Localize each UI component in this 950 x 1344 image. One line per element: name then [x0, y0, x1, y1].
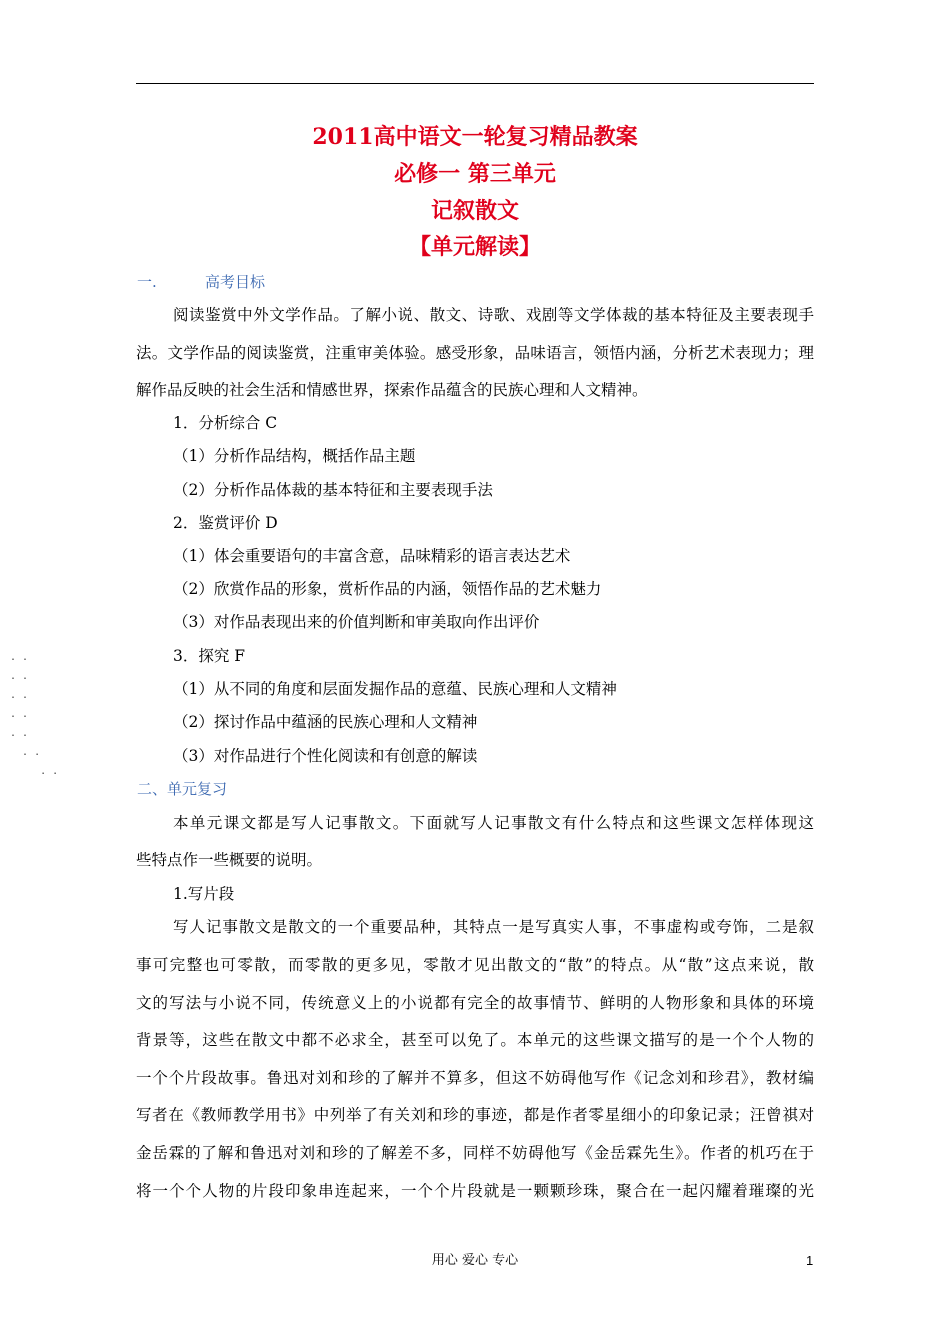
- document-subtitle: 必修一 第三单元: [394, 161, 556, 187]
- margin-mark: . .: [10, 766, 59, 777]
- body-line: 金岳霖的了解和鲁迅对刘和珍的了解差不多，同样不妨碍他写《金岳霖先生》。作者的机巧在于: [136, 1144, 814, 1162]
- section1-title: 高考目标: [205, 273, 266, 291]
- document-topic: 记叙散文: [430, 198, 519, 224]
- list-item: 1．分析综合 C: [173, 414, 278, 432]
- margin-mark: . .: [10, 671, 29, 682]
- body-line: 事可完整也可零散，而零散的更多见，零散才见出散文的“散”的特点。从“散”这点来说，散: [136, 956, 814, 974]
- page-number: 1: [806, 1253, 814, 1268]
- section-banner: 【单元解读】: [408, 234, 541, 260]
- section1-intro-line: 阅读鉴赏中外文学作品。了解小说、散文、诗歌、戏剧等文学体裁的基本特征及主要表现手: [173, 306, 814, 324]
- body-line: 写人记事散文是散文的一个重要品种，其特点一是写真实人事，不事虚构或夸饰，二是叙: [173, 918, 814, 936]
- margin-marks: [10, 648, 58, 781]
- margin-mark: . .: [10, 747, 41, 758]
- margin-mark: . .: [10, 709, 29, 720]
- list-item: （3）对作品表现出来的价值判断和审美取向作出评价: [173, 613, 540, 631]
- list-item: 2．鉴赏评价 D: [173, 514, 278, 532]
- body-line: 一个个片段故事。鲁迅对刘和珍的了解并不算多，但这不妨碍他写作《记念刘和珍君》，教材编: [136, 1069, 814, 1087]
- list-item: （2）分析作品体裁的基本特征和主要表现手法: [173, 481, 493, 499]
- list-item: （1）从不同的角度和层面发掘作品的意蕴、民族心理和人文精神: [173, 680, 617, 698]
- section1-intro-line: 解作品反映的社会生活和情感世界，探索作品蕴含的民族心理和人文精神。: [136, 381, 648, 399]
- list-item: （1）体会重要语句的丰富含意，品味精彩的语言表达艺术: [173, 547, 571, 565]
- list-item: （3）对作品进行个性化阅读和有创意的解读: [173, 747, 478, 765]
- body-line: 背景等，这些在散文中都不必求全，甚至可以免了。本单元的这些课文描写的是一个个人物的: [136, 1031, 814, 1049]
- section1-number: 一.: [137, 273, 157, 291]
- list-item: 3．探究 F: [173, 647, 246, 665]
- body-line: 文的写法与小说不同，传统意义上的小说都有完全的故事情节、鲜明的人物形象和具体的环境: [136, 994, 814, 1012]
- section1-intro-line: 法。文学作品的阅读鉴赏，注重审美体验。感受形象，品味语言，领悟内涵，分析艺术表现力；理: [136, 344, 814, 362]
- section2-intro-line: 本单元课文都是写人记事散文。下面就写人记事散文有什么特点和这些课文怎样体现这: [173, 814, 814, 832]
- body-line: 将一个个人物的片段印象串连起来，一个个片段就是一颗颗珍珠，聚合在一起闪耀着璀璨的光: [136, 1182, 814, 1200]
- section2-title: 二、单元复习: [137, 780, 228, 798]
- margin-mark: . .: [10, 728, 29, 739]
- page-footer-motto: 用心 爱心 专心: [431, 1253, 519, 1268]
- margin-mark: . .: [10, 652, 29, 663]
- subsection-title: 1.写片段: [173, 885, 235, 903]
- header-rule: [136, 83, 814, 84]
- list-item: （2）欣赏作品的形象，赏析作品的内涵，领悟作品的艺术魅力: [173, 580, 602, 598]
- list-item: （2）探讨作品中蕴涵的民族心理和人文精神: [173, 713, 478, 731]
- document-title: 2011高中语文一轮复习精品教案: [312, 124, 638, 150]
- section2-intro-line: 些特点作一些概要的说明。: [136, 851, 323, 869]
- list-item: （1）分析作品结构，概括作品主题: [173, 447, 416, 465]
- body-line: 写者在《教师教学用书》中列举了有关刘和珍的事迹，都是作者零星细小的印象记录；汪曾祺对: [136, 1106, 814, 1124]
- margin-mark: . .: [10, 690, 29, 701]
